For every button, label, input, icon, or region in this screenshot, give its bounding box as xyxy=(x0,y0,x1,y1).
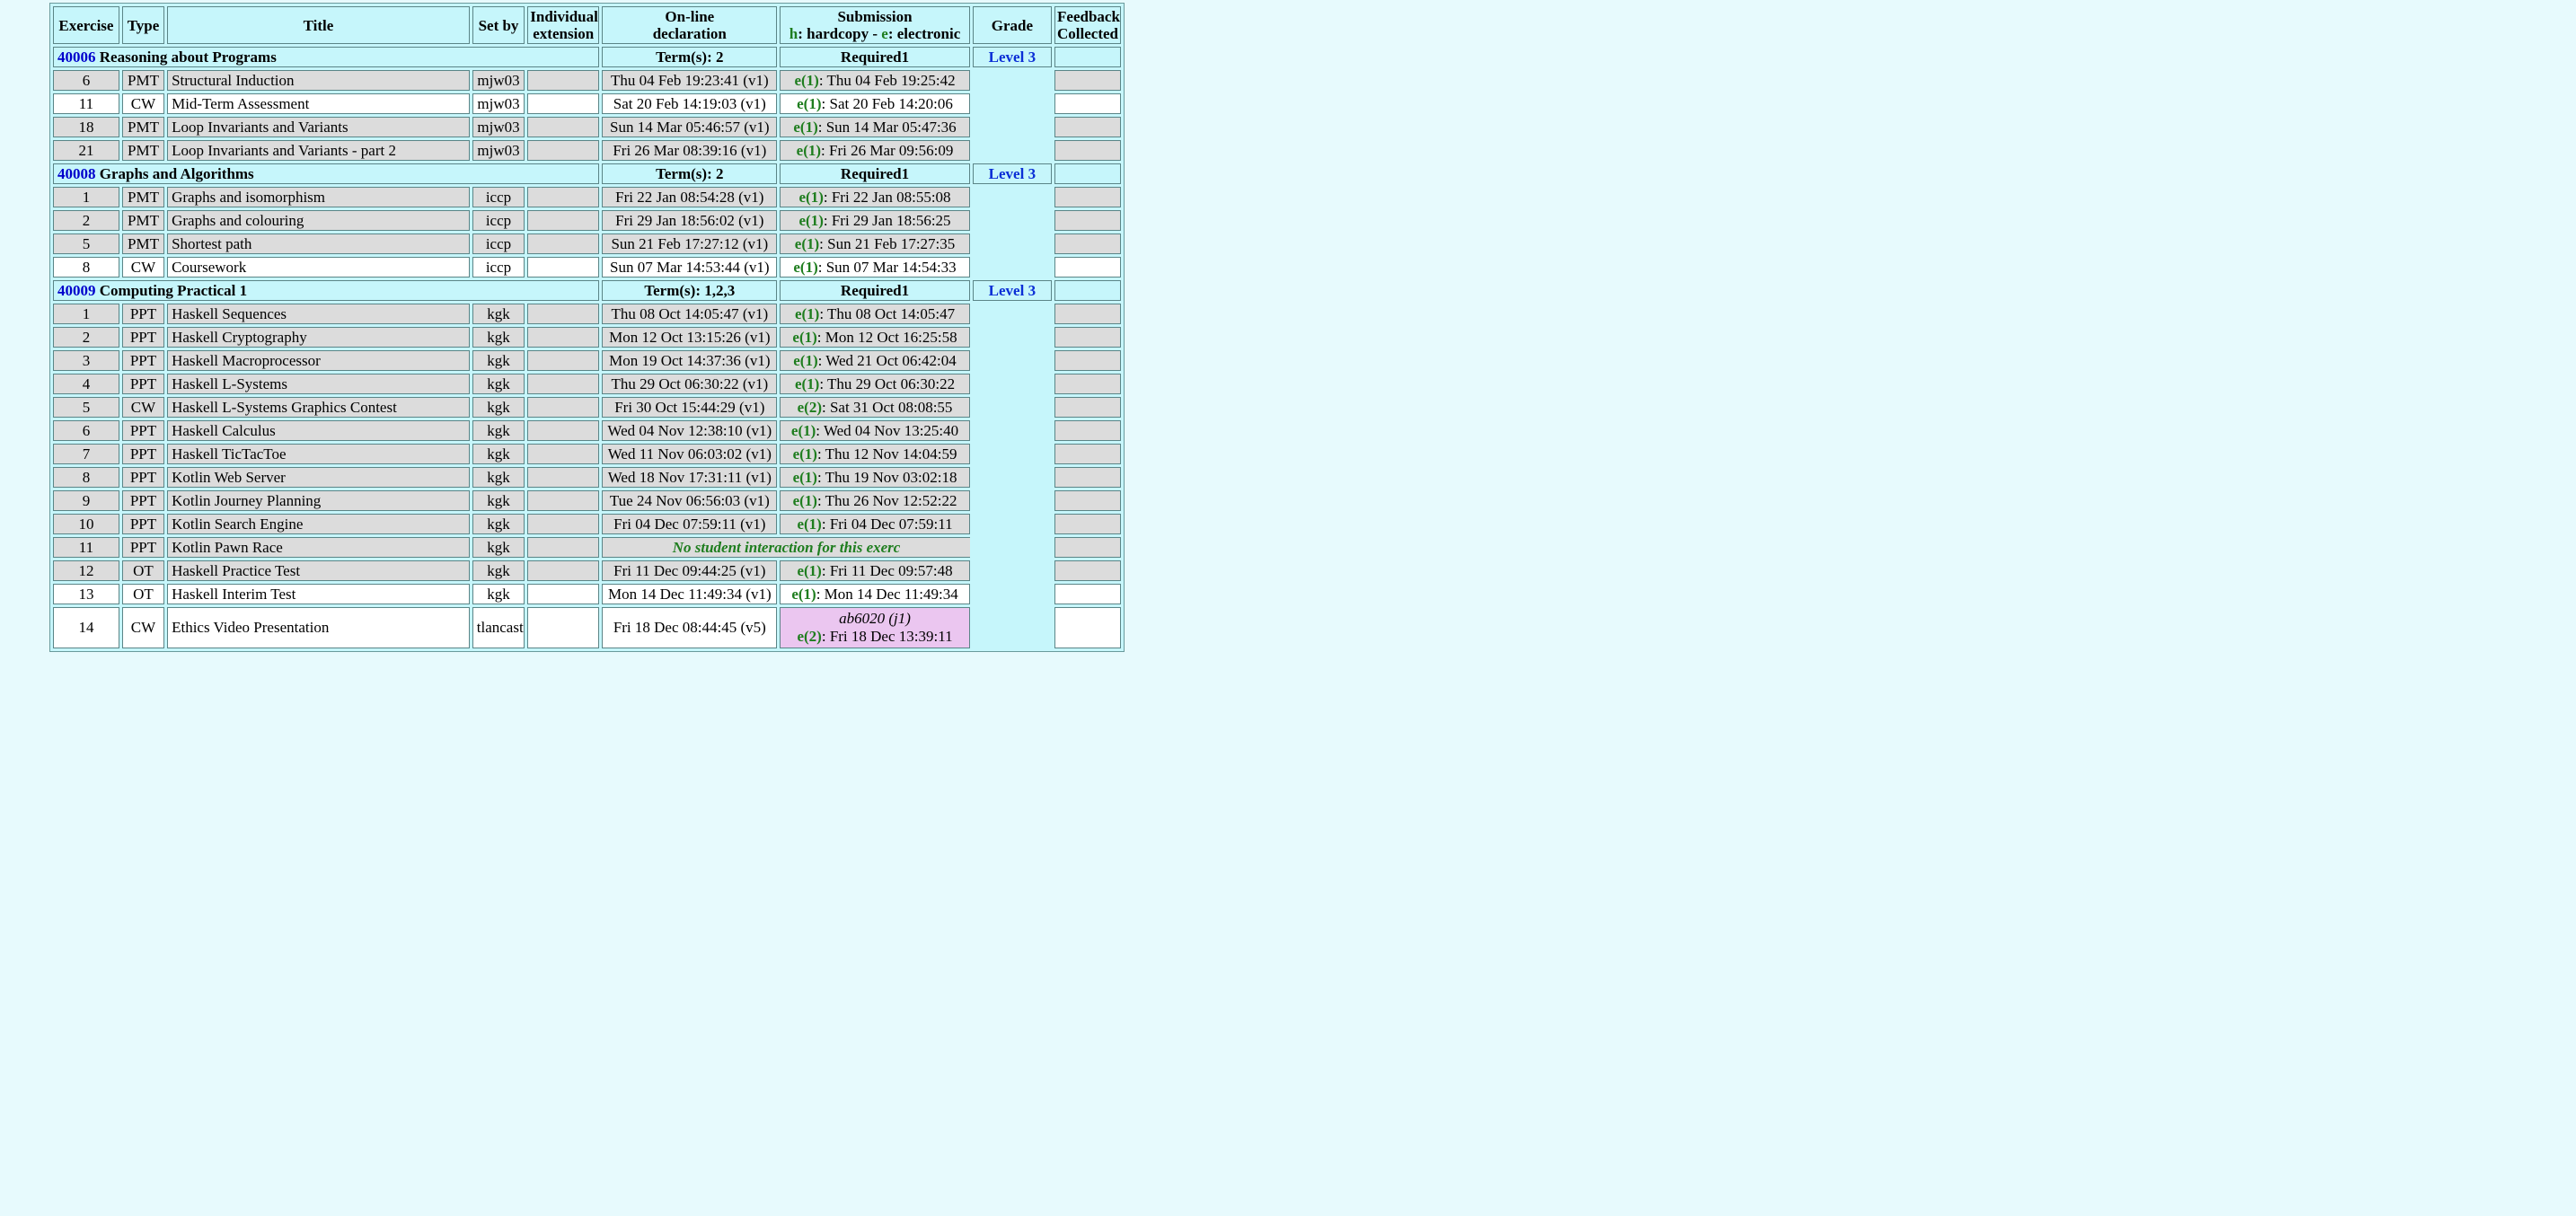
table-row xyxy=(53,397,1121,418)
exercise-type: PPT xyxy=(122,304,164,324)
feedback-cell xyxy=(1054,140,1121,161)
exercise-type: PPT xyxy=(122,420,164,441)
online-declaration: Fri 04 Dec 07:59:11 (v1) xyxy=(602,514,777,534)
extension-cell xyxy=(527,560,599,581)
exercise-title: Kotlin Journey Planning xyxy=(167,490,470,511)
table-row xyxy=(53,490,1121,511)
module-heading xyxy=(53,163,599,184)
extension-cell xyxy=(527,210,599,231)
feedback-cell xyxy=(1054,420,1121,441)
exercise-type: PPT xyxy=(122,374,164,394)
grade-cell xyxy=(973,467,1052,488)
exercise-number: 4 xyxy=(53,374,119,394)
grade-cell xyxy=(973,420,1052,441)
extension-cell xyxy=(527,514,599,534)
module-feedback-cell xyxy=(1054,163,1121,184)
submission-cell[interactable] xyxy=(780,327,969,348)
exercise-number: 11 xyxy=(53,537,119,558)
feedback-cell xyxy=(1054,560,1121,581)
extension-cell xyxy=(527,607,599,648)
exercise-type: CW xyxy=(122,607,164,648)
online-declaration: Wed 18 Nov 17:31:11 (v1) xyxy=(602,467,777,488)
exercise-number: 12 xyxy=(53,560,119,581)
exercise-title: Loop Invariants and Variants - part 2 xyxy=(167,140,470,161)
header-exercise: Exercise xyxy=(53,6,119,44)
exercise-type: PPT xyxy=(122,537,164,558)
feedback-cell xyxy=(1054,514,1121,534)
header-feedback-collected: Feedback Collected xyxy=(1054,6,1121,44)
submission-tag: e(1) xyxy=(797,515,822,533)
module-name: Computing Practical 1 xyxy=(99,282,248,299)
grade-cell xyxy=(973,514,1052,534)
extension-cell xyxy=(527,304,599,324)
feedback-cell xyxy=(1054,257,1121,278)
exercise-title: Shortest path xyxy=(167,234,470,254)
submission-cell[interactable] xyxy=(780,467,969,488)
exercise-number: 8 xyxy=(53,257,119,278)
exercise-type: PPT xyxy=(122,327,164,348)
exercise-title: Haskell Calculus xyxy=(167,420,470,441)
module-row xyxy=(53,47,1121,67)
extension-cell xyxy=(527,234,599,254)
exercise-setby: kgk xyxy=(472,537,525,558)
exercise-setby: kgk xyxy=(472,397,525,418)
module-name: Reasoning about Programs xyxy=(99,48,277,66)
submission-time: : Wed 04 Nov 13:25:40 xyxy=(816,422,959,439)
table-row xyxy=(53,257,1121,278)
submission-tag: e(1) xyxy=(792,492,817,509)
module-code-link[interactable]: 40009 xyxy=(57,282,96,299)
feedback-cell xyxy=(1054,467,1121,488)
grade-cell xyxy=(973,93,1052,114)
extension-cell xyxy=(527,93,599,114)
table-row xyxy=(53,327,1121,348)
submission-cell[interactable] xyxy=(780,560,969,581)
exercise-type: PMT xyxy=(122,187,164,207)
submission-tag: e(2) xyxy=(797,628,822,645)
module-terms: Term(s): 2 xyxy=(602,47,777,67)
exercise-number: 6 xyxy=(53,420,119,441)
exercise-type: OT xyxy=(122,560,164,581)
exercise-title: Kotlin Web Server xyxy=(167,467,470,488)
grade-cell xyxy=(973,257,1052,278)
exercise-title: Ethics Video Presentation xyxy=(167,607,470,648)
exercises-table-container xyxy=(49,3,1125,652)
table-row xyxy=(53,374,1121,394)
exercise-number: 14 xyxy=(53,607,119,648)
submission-tag: e(1) xyxy=(792,469,817,486)
exercise-setby: mjw03 xyxy=(472,70,525,91)
module-heading xyxy=(53,47,599,67)
exercise-type: OT xyxy=(122,584,164,604)
submission-time: : Thu 29 Oct 06:30:22 xyxy=(819,375,956,392)
exercise-title: Kotlin Pawn Race xyxy=(167,537,470,558)
submission-time: : Fri 11 Dec 09:57:48 xyxy=(821,562,953,579)
module-level-link[interactable]: Level 3 xyxy=(973,163,1052,184)
submission-time: : Thu 26 Nov 12:52:22 xyxy=(816,492,957,509)
exercise-type: PMT xyxy=(122,234,164,254)
grade-cell xyxy=(973,327,1052,348)
exercise-title: Haskell L-Systems xyxy=(167,374,470,394)
exercise-title: Haskell Interim Test xyxy=(167,584,470,604)
online-declaration: Sun 14 Mar 05:46:57 (v1) xyxy=(602,117,777,137)
submission-cell[interactable] xyxy=(780,607,969,648)
exercise-number: 13 xyxy=(53,584,119,604)
submission-cell[interactable] xyxy=(780,93,969,114)
exercise-title: Graphs and colouring xyxy=(167,210,470,231)
submitter-id: ab6020 (j1) xyxy=(839,610,911,627)
submission-tag: e(1) xyxy=(793,352,818,369)
submission-tag: e(1) xyxy=(790,422,816,439)
submission-cell[interactable] xyxy=(780,444,969,464)
exercise-number: 6 xyxy=(53,70,119,91)
submission-cell[interactable] xyxy=(780,117,969,137)
submission-time: : Sun 14 Mar 05:47:36 xyxy=(817,119,957,136)
exercise-number: 5 xyxy=(53,397,119,418)
header-setby: Set by xyxy=(472,6,525,44)
submission-cell[interactable] xyxy=(780,210,969,231)
exercise-type: PPT xyxy=(122,514,164,534)
online-declaration: Tue 24 Nov 06:56:03 (v1) xyxy=(602,490,777,511)
extension-cell xyxy=(527,490,599,511)
table-row xyxy=(53,70,1121,91)
submission-cell[interactable] xyxy=(780,397,969,418)
exercise-title: Mid-Term Assessment xyxy=(167,93,470,114)
submission-time: : Fri 29 Jan 18:56:25 xyxy=(823,212,951,229)
table-row xyxy=(53,467,1121,488)
submission-cell[interactable] xyxy=(780,257,969,278)
online-declaration: Mon 14 Dec 11:49:34 (v1) xyxy=(602,584,777,604)
submission-time: : Fri 18 Dec 13:39:11 xyxy=(821,628,953,645)
submission-time: : Fri 26 Mar 09:56:09 xyxy=(821,142,954,159)
grade-cell xyxy=(973,350,1052,371)
exercise-setby: iccp xyxy=(472,257,525,278)
module-name: Graphs and Algorithms xyxy=(99,165,254,182)
exercise-title: Haskell Cryptography xyxy=(167,327,470,348)
submission-cell[interactable] xyxy=(780,187,969,207)
table-row xyxy=(53,514,1121,534)
submission-cell[interactable] xyxy=(780,420,969,441)
extension-cell xyxy=(527,327,599,348)
exercise-title: Haskell Practice Test xyxy=(167,560,470,581)
grade-cell xyxy=(973,444,1052,464)
exercise-setby: kgk xyxy=(472,304,525,324)
exercise-setby: mjw03 xyxy=(472,93,525,114)
online-declaration: Thu 29 Oct 06:30:22 (v1) xyxy=(602,374,777,394)
table-row xyxy=(53,304,1121,324)
module-required: Required1 xyxy=(780,47,969,67)
grade-cell xyxy=(973,374,1052,394)
table-row xyxy=(53,537,1121,558)
grade-cell xyxy=(973,584,1052,604)
grade-cell xyxy=(973,210,1052,231)
exercise-number: 10 xyxy=(53,514,119,534)
table-row xyxy=(53,560,1121,581)
submission-time: : Thu 19 Nov 03:02:18 xyxy=(816,469,957,486)
exercise-number: 1 xyxy=(53,304,119,324)
table-row xyxy=(53,210,1121,231)
grade-cell xyxy=(973,490,1052,511)
header-online-declaration: On-line declaration xyxy=(602,6,777,44)
submission-tag: e(1) xyxy=(792,445,817,463)
feedback-cell xyxy=(1054,234,1121,254)
module-heading xyxy=(53,280,599,301)
exercise-type: PMT xyxy=(122,140,164,161)
submission-tag: e(1) xyxy=(794,72,819,89)
module-required: Required1 xyxy=(780,163,969,184)
submission-time: : Mon 12 Oct 16:25:58 xyxy=(816,329,957,346)
online-declaration: Fri 18 Dec 08:44:45 (v5) xyxy=(602,607,777,648)
table-row xyxy=(53,584,1121,604)
no-interaction-note: No student interaction for this exerc xyxy=(602,537,969,558)
extension-cell xyxy=(527,584,599,604)
exercise-number: 2 xyxy=(53,210,119,231)
exercise-type: PMT xyxy=(122,210,164,231)
extension-cell xyxy=(527,374,599,394)
submission-time: : Fri 22 Jan 08:55:08 xyxy=(823,189,951,206)
submission-cell[interactable] xyxy=(780,70,969,91)
submission-time: : Sun 21 Feb 17:27:35 xyxy=(819,235,956,252)
exercise-setby: kgk xyxy=(472,467,525,488)
exercise-title: Haskell TicTacToe xyxy=(167,444,470,464)
submission-tag: e(1) xyxy=(792,329,817,346)
exercise-setby: kgk xyxy=(472,514,525,534)
submission-tag: e(1) xyxy=(791,586,816,603)
grade-cell xyxy=(973,117,1052,137)
table-row xyxy=(53,93,1121,114)
online-declaration: Fri 26 Mar 08:39:16 (v1) xyxy=(602,140,777,161)
exercise-number: 3 xyxy=(53,350,119,371)
feedback-cell xyxy=(1054,374,1121,394)
exercise-number: 11 xyxy=(53,93,119,114)
module-code-link[interactable]: 40008 xyxy=(57,165,96,182)
grade-cell xyxy=(973,397,1052,418)
grade-cell xyxy=(973,607,1052,648)
online-declaration: Fri 11 Dec 09:44:25 (v1) xyxy=(602,560,777,581)
table-row xyxy=(53,117,1121,137)
header-type: Type xyxy=(122,6,164,44)
online-declaration: Wed 11 Nov 06:03:02 (v1) xyxy=(602,444,777,464)
extension-cell xyxy=(527,537,599,558)
feedback-cell xyxy=(1054,607,1121,648)
exercise-setby: mjw03 xyxy=(472,117,525,137)
online-declaration: Mon 19 Oct 14:37:36 (v1) xyxy=(602,350,777,371)
table-row xyxy=(53,444,1121,464)
extension-cell xyxy=(527,257,599,278)
header-individual-extension: Individual extension xyxy=(527,6,599,44)
exercise-title: Structural Induction xyxy=(167,70,470,91)
exercise-type: PPT xyxy=(122,444,164,464)
extension-cell xyxy=(527,140,599,161)
header-title: Title xyxy=(167,6,470,44)
feedback-cell xyxy=(1054,397,1121,418)
extension-cell xyxy=(527,444,599,464)
exercise-setby: iccp xyxy=(472,234,525,254)
exercise-setby: kgk xyxy=(472,560,525,581)
exercise-number: 9 xyxy=(53,490,119,511)
module-feedback-cell xyxy=(1054,47,1121,67)
feedback-cell xyxy=(1054,210,1121,231)
online-declaration: Thu 08 Oct 14:05:47 (v1) xyxy=(602,304,777,324)
exercise-setby: iccp xyxy=(472,187,525,207)
submission-tag: e(1) xyxy=(794,375,820,392)
table-header-row xyxy=(53,6,1121,44)
exercise-setby: iccp xyxy=(472,210,525,231)
exercise-title: Loop Invariants and Variants xyxy=(167,117,470,137)
feedback-cell xyxy=(1054,187,1121,207)
exercise-title: Haskell Sequences xyxy=(167,304,470,324)
module-row xyxy=(53,163,1121,184)
exercise-title: Graphs and isomorphism xyxy=(167,187,470,207)
feedback-cell xyxy=(1054,304,1121,324)
extension-cell xyxy=(527,187,599,207)
exercise-type: PMT xyxy=(122,70,164,91)
feedback-cell xyxy=(1054,93,1121,114)
feedback-cell xyxy=(1054,537,1121,558)
grade-cell xyxy=(973,560,1052,581)
submission-cell[interactable] xyxy=(780,514,969,534)
submission-tag: e(1) xyxy=(796,142,822,159)
table-row xyxy=(53,187,1121,207)
submission-tag: e(2) xyxy=(797,399,822,416)
grade-cell xyxy=(973,234,1052,254)
submission-time: : Sat 31 Oct 08:08:55 xyxy=(821,399,953,416)
exercise-setby: kgk xyxy=(472,444,525,464)
module-level-link[interactable]: Level 3 xyxy=(973,280,1052,301)
exercise-number: 18 xyxy=(53,117,119,137)
module-feedback-cell xyxy=(1054,280,1121,301)
exercise-number: 5 xyxy=(53,234,119,254)
exercise-type: PPT xyxy=(122,467,164,488)
submission-tag: e(1) xyxy=(793,119,818,136)
grade-cell xyxy=(973,304,1052,324)
grade-cell xyxy=(973,187,1052,207)
submission-cell[interactable] xyxy=(780,140,969,161)
exercise-setby: kgk xyxy=(472,374,525,394)
exercise-number: 8 xyxy=(53,467,119,488)
exercise-setby: tlancast xyxy=(472,607,525,648)
submission-cell[interactable] xyxy=(780,374,969,394)
grade-cell xyxy=(973,537,1052,558)
online-declaration: Sun 07 Mar 14:53:44 (v1) xyxy=(602,257,777,278)
grade-cell xyxy=(973,140,1052,161)
submission-tag: e(1) xyxy=(793,259,818,276)
submission-cell[interactable] xyxy=(780,304,969,324)
exercise-type: CW xyxy=(122,397,164,418)
exercise-type: PPT xyxy=(122,490,164,511)
module-terms: Term(s): 1,2,3 xyxy=(602,280,777,301)
exercise-title: Kotlin Search Engine xyxy=(167,514,470,534)
exercise-title: Coursework xyxy=(167,257,470,278)
table-row xyxy=(53,140,1121,161)
submission-time: : Mon 14 Dec 11:49:34 xyxy=(816,586,958,603)
exercise-title: Haskell L-Systems Graphics Contest xyxy=(167,397,470,418)
extension-cell xyxy=(527,467,599,488)
online-declaration: Fri 22 Jan 08:54:28 (v1) xyxy=(602,187,777,207)
exercise-number: 7 xyxy=(53,444,119,464)
submission-tag: e(1) xyxy=(794,305,820,322)
online-declaration: Fri 30 Oct 15:44:29 (v1) xyxy=(602,397,777,418)
exercise-type: PPT xyxy=(122,350,164,371)
exercise-setby: kgk xyxy=(472,490,525,511)
extension-cell xyxy=(527,70,599,91)
submission-time: : Thu 04 Feb 19:25:42 xyxy=(818,72,956,89)
extension-cell xyxy=(527,350,599,371)
exercise-type: CW xyxy=(122,257,164,278)
exercise-setby: mjw03 xyxy=(472,140,525,161)
extension-cell xyxy=(527,420,599,441)
submission-tag: e(1) xyxy=(797,95,822,112)
exercises-table xyxy=(50,4,1124,651)
feedback-cell xyxy=(1054,117,1121,137)
online-declaration: Fri 29 Jan 18:56:02 (v1) xyxy=(602,210,777,231)
feedback-cell xyxy=(1054,327,1121,348)
exercise-number: 2 xyxy=(53,327,119,348)
submission-cell[interactable] xyxy=(780,350,969,371)
submission-time: : Sat 20 Feb 14:20:06 xyxy=(821,95,953,112)
exercise-setby: kgk xyxy=(472,350,525,371)
table-row xyxy=(53,607,1121,648)
submission-time: : Fri 04 Dec 07:59:11 xyxy=(821,515,953,533)
exercise-title: Haskell Macroprocessor xyxy=(167,350,470,371)
online-declaration: Sat 20 Feb 14:19:03 (v1) xyxy=(602,93,777,114)
submission-time: : Wed 21 Oct 06:42:04 xyxy=(817,352,957,369)
exercise-number: 21 xyxy=(53,140,119,161)
feedback-cell xyxy=(1054,70,1121,91)
exercise-number: 1 xyxy=(53,187,119,207)
module-required: Required1 xyxy=(780,280,969,301)
module-terms: Term(s): 2 xyxy=(602,163,777,184)
submission-time: : Thu 12 Nov 14:04:59 xyxy=(816,445,957,463)
online-declaration: Sun 21 Feb 17:27:12 (v1) xyxy=(602,234,777,254)
table-row xyxy=(53,420,1121,441)
online-declaration: Thu 04 Feb 19:23:41 (v1) xyxy=(602,70,777,91)
module-row xyxy=(53,280,1121,301)
header-submission: Submission h: hardcopy - e: electronic xyxy=(780,6,969,44)
submission-tag: e(1) xyxy=(794,235,820,252)
exercise-type: CW xyxy=(122,93,164,114)
submission-tag: e(1) xyxy=(798,212,824,229)
extension-cell xyxy=(527,397,599,418)
exercise-setby: kgk xyxy=(472,420,525,441)
feedback-cell xyxy=(1054,444,1121,464)
header-grade: Grade xyxy=(973,6,1052,44)
grade-cell xyxy=(973,70,1052,91)
exercise-setby: kgk xyxy=(472,327,525,348)
table-row xyxy=(53,350,1121,371)
module-code-link[interactable]: 40006 xyxy=(57,48,96,66)
exercise-type: PMT xyxy=(122,117,164,137)
table-row xyxy=(53,234,1121,254)
feedback-cell xyxy=(1054,350,1121,371)
submission-tag: e(1) xyxy=(797,562,822,579)
submission-tag: e(1) xyxy=(798,189,824,206)
submission-time: : Sun 07 Mar 14:54:33 xyxy=(817,259,957,276)
online-declaration: Mon 12 Oct 13:15:26 (v1) xyxy=(602,327,777,348)
feedback-cell xyxy=(1054,584,1121,604)
submission-cell[interactable] xyxy=(780,584,969,604)
submission-cell[interactable] xyxy=(780,234,969,254)
online-declaration: Wed 04 Nov 12:38:10 (v1) xyxy=(602,420,777,441)
module-level-link[interactable]: Level 3 xyxy=(973,47,1052,67)
extension-cell xyxy=(527,117,599,137)
submission-time: : Thu 08 Oct 14:05:47 xyxy=(819,305,956,322)
feedback-cell xyxy=(1054,490,1121,511)
submission-cell[interactable] xyxy=(780,490,969,511)
exercise-setby: kgk xyxy=(472,584,525,604)
